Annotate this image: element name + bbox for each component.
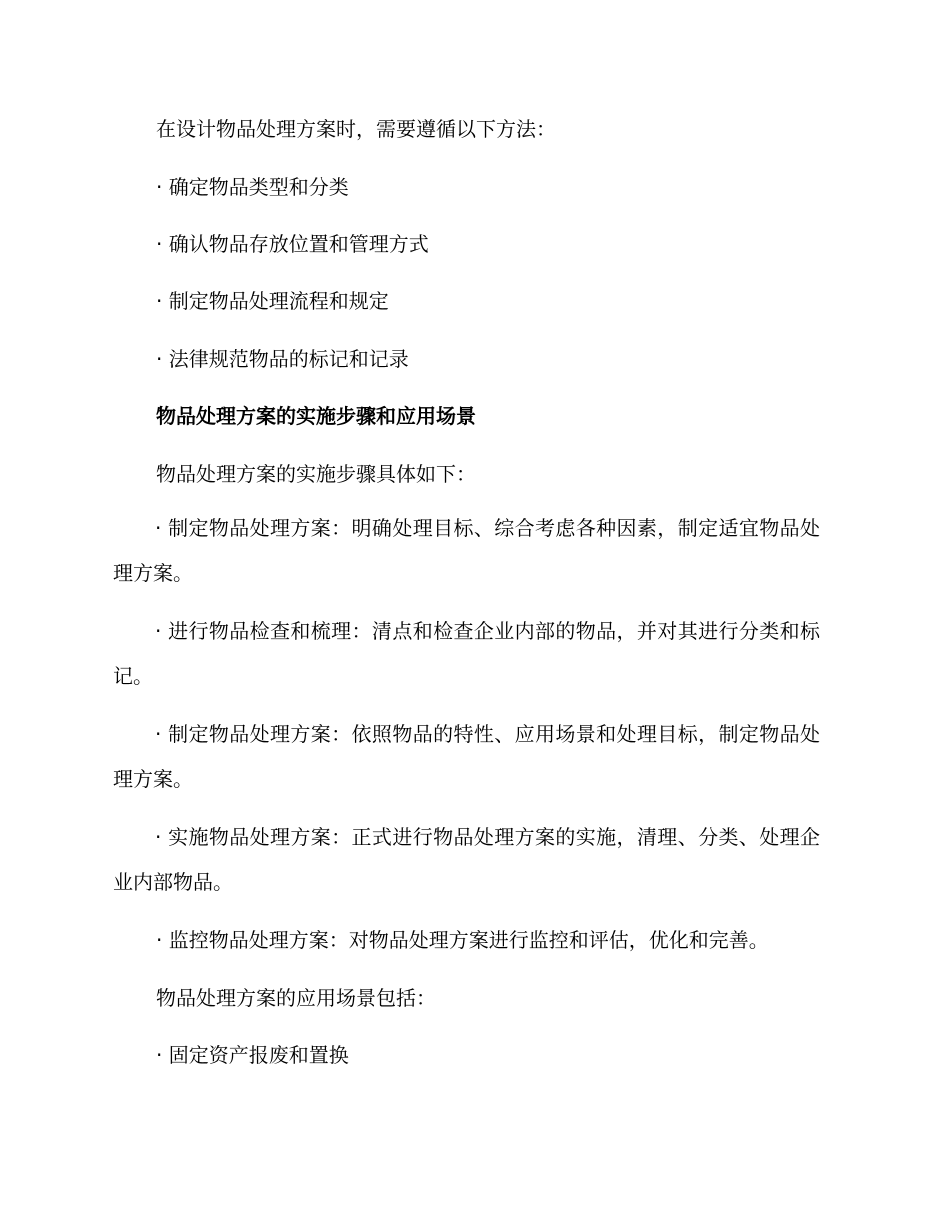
- step-paragraph: · 实施物品处理方案：正式进行物品处理方案的实施，清理、分类、处理企业内部物品。: [113, 825, 820, 894]
- step-paragraph: · 制定物品处理方案：依照物品的特性、应用场景和处理目标，制定物品处理方案。: [113, 722, 820, 791]
- steps-intro-paragraph: 物品处理方案的实施步骤具体如下：: [156, 462, 476, 486]
- step-paragraph: · 监控物品处理方案：对物品处理方案进行监控和评估，优化和完善。: [156, 928, 769, 952]
- list-item: · 确定物品类型和分类: [156, 175, 349, 199]
- step-paragraph: · 制定物品处理方案：明确处理目标、综合考虑各种因素，制定适宜物品处理方案。: [113, 516, 820, 585]
- scenarios-intro-paragraph: 物品处理方案的应用场景包括：: [156, 986, 436, 1010]
- list-item: · 确认物品存放位置和管理方式: [156, 232, 429, 256]
- list-item: · 法律规范物品的标记和记录: [156, 347, 409, 371]
- list-item: · 制定物品处理流程和规定: [156, 289, 389, 313]
- step-paragraph: · 进行物品检查和梳理：清点和检查企业内部的物品，并对其进行分类和标记。: [113, 619, 820, 688]
- section-heading: 物品处理方案的实施步骤和应用场景: [156, 404, 476, 428]
- list-item: · 固定资产报废和置换: [156, 1043, 349, 1067]
- intro-paragraph: 在设计物品处理方案时，需要遵循以下方法：: [156, 117, 556, 141]
